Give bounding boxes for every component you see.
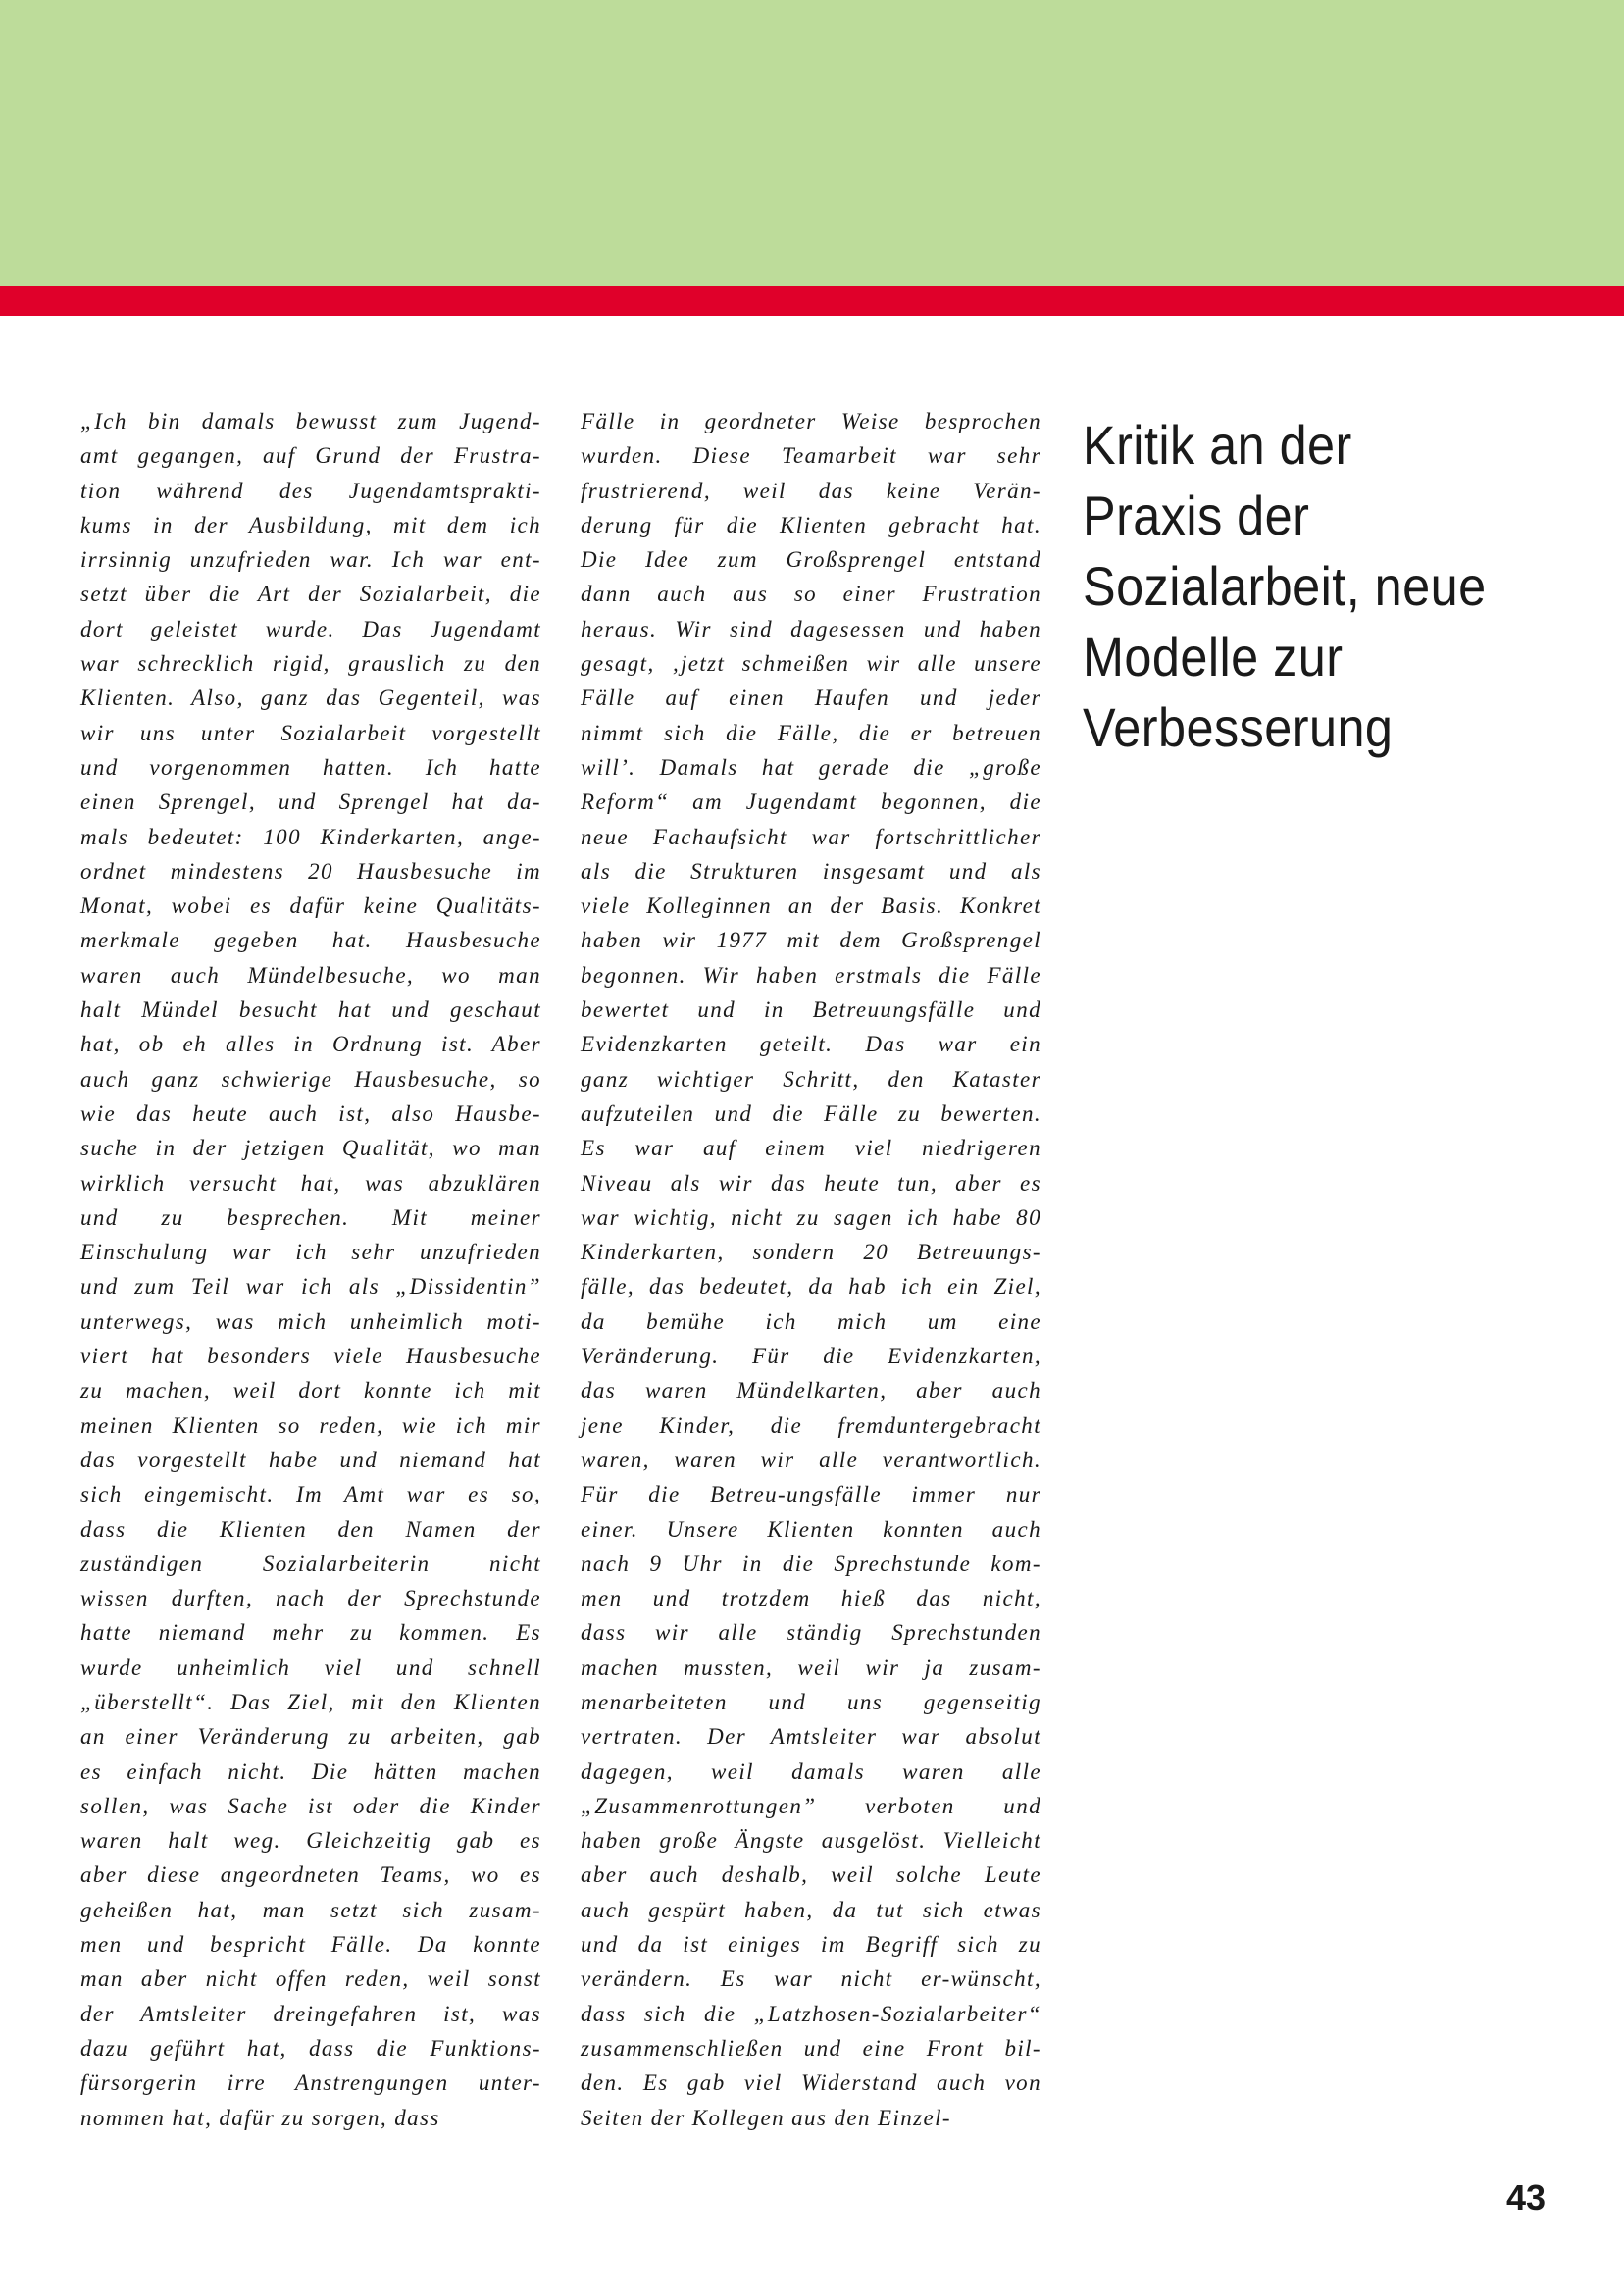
text-line: tion während des Jugendamtsprakti- — [80, 478, 541, 503]
header-color-band — [0, 0, 1624, 286]
text-line: Niveau als wir das heute tun, aber es — [581, 1170, 1041, 1196]
text-line: wir uns unter Sozialarbeit vorgestellt — [80, 720, 541, 745]
page-number: 43 — [1505, 2177, 1546, 2218]
text-line: mals bedeutet: 100 Kinderkarten, ange- — [80, 824, 541, 849]
text-line: waren auch Mündelbesuche, wo man — [80, 962, 541, 988]
text-line: viert hat besonders viele Hausbesuche — [80, 1344, 541, 1369]
text-line: wurden. Diese Teamarbeit war sehr — [581, 443, 1041, 469]
text-line: an einer Veränderung zu arbeiten, gab — [80, 1724, 541, 1750]
text-line: der Amtsleiter dreingefahren ist, was — [80, 2001, 541, 2026]
text-line: und zum Teil war ich als „Dissidentin” — [80, 1274, 541, 1300]
heading-line: Kritik an der — [1083, 414, 1352, 476]
text-line: auch ganz schwierige Hausbesuche, so — [80, 1066, 541, 1092]
text-line: menarbeiteten und uns gegenseitig — [581, 1689, 1041, 1714]
text-line: sollen, was Sache ist oder die Kinder — [80, 1793, 541, 1818]
text-line: einen Sprengel, und Sprengel hat da- — [80, 790, 541, 815]
text-line: dass die Klienten den Namen der — [80, 1516, 541, 1542]
text-line: hat, ob eh alles in Ordnung ist. Aber — [80, 1032, 541, 1057]
text-line: suche in der jetzigen Qualität, wo man — [80, 1136, 541, 1161]
text-line: viele Kolleginnen an der Basis. Konkret — [581, 893, 1041, 919]
text-line: Reform“ am Jugendamt begonnen, die — [581, 790, 1041, 815]
heading-line: Praxis der — [1083, 484, 1310, 546]
text-line: nimmt sich die Fälle, die er betreuen — [581, 720, 1041, 745]
text-line: setzt über die Art der Sozialarbeit, die — [80, 582, 541, 607]
text-line: einer. Unsere Klienten konnten auch — [581, 1516, 1041, 1542]
text-line: amt gegangen, auf Grund der Frustra- — [80, 443, 541, 469]
text-line: und zu besprechen. Mit meiner — [80, 1204, 541, 1230]
text-line: „Ich bin damals bewusst zum Jugend- — [80, 409, 541, 433]
text-line: aufzuteilen und die Fälle zu bewerten. — [581, 1100, 1041, 1126]
text-line: Fälle in geordneter Weise besprochen — [581, 409, 1041, 433]
text-line: Für die Betreu-ungsfälle immer nur — [581, 1482, 1041, 1507]
text-line: unterwegs, was mich unheimlich moti- — [80, 1308, 541, 1334]
text-line: verändern. Es war nicht er-wünscht, — [581, 1966, 1041, 1992]
header-accent-stripe — [0, 286, 1624, 316]
text-line: man aber nicht offen reden, weil sonst — [80, 1966, 541, 1992]
text-line: war schrecklich rigid, grauslich zu den — [80, 651, 541, 677]
text-line: hatte niemand mehr zu kommen. Es — [80, 1620, 541, 1646]
text-line: dass wir alle ständig Sprechstunden — [581, 1620, 1041, 1646]
text-line: men und bespricht Fälle. Da konnte — [80, 1932, 541, 1958]
text-line: dazu geführt hat, dass die Funktions- — [80, 2035, 541, 2061]
text-line: das waren Mündelkarten, aber auch — [581, 1378, 1041, 1403]
text-line: da bemühe ich mich um eine — [581, 1308, 1041, 1334]
text-line: Monat, wobei es dafür keine Qualitäts- — [80, 893, 541, 919]
text-line: nommen hat, dafür zu sorgen, dass — [80, 2105, 440, 2130]
text-line: kums in der Ausbildung, mit dem ich — [80, 512, 541, 537]
text-line: begonnen. Wir haben erstmals die Fälle — [581, 962, 1041, 988]
text-line: fürsorgerin irre Anstrengungen unter- — [80, 2070, 541, 2096]
heading-line: Sozialarbeit, neue — [1083, 555, 1487, 617]
text-line: ganz wichtiger Schritt, den Kataster — [581, 1066, 1041, 1092]
text-line: Seiten der Kollegen aus den Einzel- — [581, 2105, 951, 2130]
text-line: wissen durften, nach der Sprechstunde — [80, 1586, 541, 1611]
text-line: men und trotzdem hieß das nicht, — [581, 1586, 1041, 1611]
text-line: aber diese angeordneten Teams, wo es — [80, 1862, 541, 1888]
text-line: zu machen, weil dort konnte ich mit — [80, 1378, 541, 1403]
text-line: aber auch deshalb, weil solche Leute — [581, 1862, 1041, 1888]
text-line: jene Kinder, die fremduntergebracht — [581, 1412, 1041, 1438]
heading-line: Modelle zur — [1083, 626, 1344, 688]
text-line: zuständigen Sozialarbeiterin nicht — [80, 1551, 541, 1576]
text-line: vertraten. Der Amtsleiter war absolut — [581, 1724, 1041, 1750]
text-line: Evidenzkarten geteilt. Das war ein — [581, 1032, 1041, 1057]
text-line: will’. Damals hat gerade die „große — [581, 754, 1041, 780]
text-line: dann auch aus so einer Frustration — [581, 582, 1041, 607]
text-line: zusammenschließen und eine Front bil- — [581, 2035, 1041, 2061]
text-line: sich eingemischt. Im Amt war es so, — [80, 1482, 541, 1507]
text-line: es einfach nicht. Die hätten machen — [80, 1759, 541, 1784]
text-line: Die Idee zum Großsprengel entstand — [581, 547, 1041, 573]
text-line: als die Strukturen insgesamt und als — [581, 858, 1041, 884]
section-heading — [1083, 410, 1542, 763]
text-line: ordnet mindestens 20 Hausbesuche im — [80, 858, 541, 884]
text-line: war wichtig, nicht zu sagen ich habe 80 — [581, 1204, 1041, 1230]
text-line: frustrierend, weil das keine Verän- — [581, 478, 1041, 503]
text-line: den. Es gab viel Widerstand auch von — [581, 2070, 1041, 2096]
text-line: Es war auf einem viel niedrigeren — [581, 1136, 1041, 1161]
text-line: derung für die Klienten gebracht hat. — [581, 512, 1041, 537]
text-line: Klienten. Also, ganz das Gegenteil, was — [80, 686, 541, 711]
text-line: neue Fachaufsicht war fortschrittlicher — [581, 824, 1041, 849]
text-line: und vorgenommen hatten. Ich hatte — [80, 754, 541, 780]
text-line: waren halt weg. Gleichzeitig gab es — [80, 1828, 541, 1854]
text-line: waren, waren wir alle verantwortlich. — [581, 1447, 1041, 1472]
text-line: Kinderkarten, sondern 20 Betreuungs- — [581, 1240, 1041, 1265]
text-line: nach 9 Uhr in die Sprechstunde kom- — [581, 1551, 1041, 1576]
text-line: irrsinnig unzufrieden war. Ich war ent- — [80, 547, 541, 573]
text-line: wie das heute auch ist, also Hausbe- — [80, 1100, 541, 1126]
text-line: „Zusammenrottungen” verboten und — [581, 1793, 1041, 1818]
text-line: geheißen hat, man setzt sich zusam- — [80, 1897, 541, 1922]
text-line: merkmale gegeben hat. Hausbesuche — [80, 928, 541, 953]
text-line: bewertet und in Betreuungsfälle und — [581, 997, 1041, 1023]
heading-line: Verbesserung — [1083, 696, 1394, 758]
text-line: Einschulung war ich sehr unzufrieden — [80, 1240, 541, 1265]
text-line: machen mussten, weil wir ja zusam- — [581, 1655, 1041, 1680]
text-line: meinen Klienten so reden, wie ich mir — [80, 1412, 541, 1438]
text-line: dass sich die „Latzhosen-Sozialarbeiter“ — [581, 2001, 1041, 2026]
text-line: auch gespürt haben, da tut sich etwas — [581, 1897, 1041, 1922]
text-line: und da ist einiges im Begriff sich zu — [581, 1932, 1041, 1958]
text-line: heraus. Wir sind dagesessen und haben — [581, 616, 1041, 641]
text-line: Veränderung. Für die Evidenzkarten, — [581, 1344, 1041, 1369]
text-column-left — [80, 404, 541, 2135]
text-line: das vorgestellt habe und niemand hat — [80, 1447, 541, 1472]
text-line: wirklich versucht hat, was abzuklären — [80, 1170, 541, 1196]
text-line: wurde unheimlich viel und schnell — [80, 1655, 541, 1680]
text-line: haben wir 1977 mit dem Großsprengel — [581, 928, 1041, 953]
text-line: haben große Ängste ausgelöst. Vielleicht — [581, 1828, 1041, 1854]
text-line: Fälle auf einen Haufen und jeder — [581, 686, 1041, 711]
text-line: dagegen, weil damals waren alle — [581, 1759, 1041, 1784]
text-line: halt Mündel besucht hat und geschaut — [80, 997, 541, 1023]
text-column-right — [581, 404, 1041, 2135]
text-line: fälle, das bedeutet, da hab ich ein Ziel, — [581, 1274, 1041, 1300]
text-line: „überstellt“. Das Ziel, mit den Klienten — [80, 1689, 541, 1714]
text-line: dort geleistet wurde. Das Jugendamt — [80, 616, 541, 641]
text-line: gesagt, ‚jetzt schmeißen wir alle unsere — [581, 651, 1041, 677]
